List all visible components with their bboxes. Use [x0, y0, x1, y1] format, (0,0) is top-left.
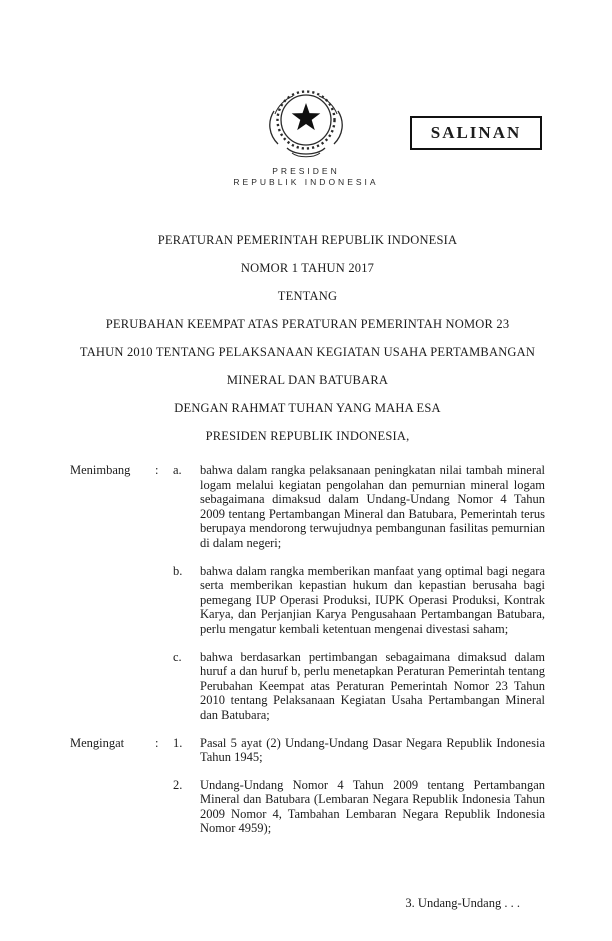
- letterhead-line-presiden: PRESIDEN: [272, 166, 340, 176]
- section-colon: :: [155, 463, 159, 477]
- title-line: TENTANG: [277, 289, 338, 303]
- preamble-line: PRESIDEN REPUBLIK INDONESIA,: [205, 429, 410, 443]
- presidential-seal-icon: [265, 84, 347, 170]
- consideration-row: [70, 564, 545, 637]
- legal-basis-row: [70, 778, 545, 836]
- title-block: [70, 233, 545, 388]
- title-line: PERUBAHAN KEEMPAT ATAS PERATURAN PEMERINTAH NOMOR 23: [105, 317, 510, 331]
- title-line: MINERAL DAN BATUBARA: [226, 373, 389, 387]
- item-marker: a.: [173, 463, 182, 477]
- item-text: Undang-Undang Nomor 4 Tahun 2009 tentang Pertambangan Mineral dan Batubara (Lembaran Negara Republik Indonesia Tahun 2009 Nomor 4, Tambahan Lembaran Negara Republik Indonesia Nomor 4959);: [200, 777, 545, 836]
- item-text: bahwa dalam rangka memberikan manfaat yang optimal bagi negara serta memberikan kepastian hukum dan kepastian berusaha bagi pemegang IUP Operasi Produksi, IUPK Operasi Produksi, Kontrak Karya, dan Perjanjian Karya Pengusahaan Pertambangan Batubara, perlu mengatur kembali ketentuan mengenai divestasi saham;: [200, 563, 545, 636]
- salinan-stamp-label: SALINAN: [430, 123, 522, 142]
- sections: [70, 463, 545, 836]
- item-marker: b.: [173, 563, 183, 578]
- document-body: [70, 233, 545, 849]
- section-colon: :: [155, 735, 159, 750]
- item-text: bahwa berdasarkan pertimbangan sebagaimana dimaksud dalam huruf a dan huruf b, perlu menetapkan Peraturan Pemerintah tentang Perubahan Keempat atas Peraturan Pemerintah Nomor 23 Tahun 2010 tentang Pelaksanaan Kegiatan Usaha Pertambangan Mineral dan Batubara;: [200, 649, 545, 722]
- consideration-row: [70, 650, 545, 723]
- letterhead: [0, 166, 612, 188]
- item-marker: 2.: [173, 777, 183, 792]
- item-text: bahwa dalam rangka pelaksanaan peningkatan nilai tambah mineral logam melalui kegiatan pengolahan dan pemurnian mineral logam sebagaimana dimaksud dalam Undang-Undang Nomor 4 Tahun 2009 tentang Pertambangan Mineral dan Batubara, Pemerintah terus berupaya mendorong terwujudnya pembangunan fasilitas pemurnian di dalam negeri;: [200, 463, 545, 550]
- title-line: TAHUN 2010 TENTANG PELAKSANAAN KEGIATAN USAHA PERTAMBANGAN: [79, 345, 536, 359]
- legal-basis-row: [70, 736, 545, 765]
- preamble-block: [70, 401, 545, 444]
- item-marker: 1.: [173, 735, 183, 750]
- section-label-mengingat: Mengingat: [70, 735, 125, 750]
- item-marker: c.: [173, 649, 182, 664]
- section-label-menimbang: Menimbang: [70, 463, 131, 477]
- item-text: Pasal 5 ayat (2) Undang-Undang Dasar Negara Republik Indonesia Tahun 1945;: [200, 735, 545, 765]
- salinan-stamp: [410, 116, 542, 150]
- preamble-line: DENGAN RAHMAT TUHAN YANG MAHA ESA: [174, 401, 441, 415]
- letterhead-line-republik: REPUBLIK INDONESIA: [233, 177, 379, 187]
- continuation-note: 3. Undang-Undang . . .: [405, 896, 520, 910]
- title-line: PERATURAN PEMERINTAH REPUBLIK INDONESIA: [157, 233, 458, 247]
- title-line: NOMOR 1 TAHUN 2017: [240, 261, 375, 275]
- consideration-row: [70, 463, 545, 551]
